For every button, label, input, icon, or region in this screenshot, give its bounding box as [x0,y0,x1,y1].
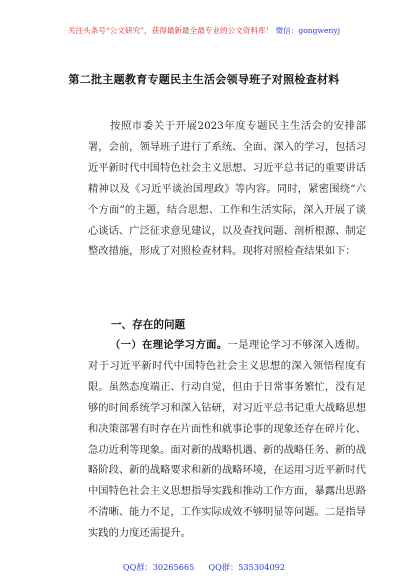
header-note-wechat: 微信：gongwenyj [275,26,341,35]
subsection-text-theory-study: 一是理论学习不够深入透彻。对于习近平新时代中国特色社会主义思想的深入领悟程度有限。虽然态度端正、行动自觉，但由于日常事务繁忙，没有足够的时间系统学习和深入钻研，对习近平总书记重大战略思想和决策部署有时存在片面性和就事论事的现象还存在碎片化、急功近利等现象。面对新的战略机遇、新的战略任务、新的战略阶段、新的战略要求和新的战略环境，在运用习近平新时代中国特色社会主义思想指导实践和推动工作方面，暴露出思路不清晰、能力不足，工作实际成效不够明显等问题。二是指导实践的力度还需提升。 [88,339,367,540]
document-title: 第二批主题教育专题民主生活会领导班子对照检查材料 [68,73,340,86]
header-note-promo: 关注头条号“公文研究”，获得最新最全最专业的公文资料库！ [67,26,274,35]
header-note [0,26,408,36]
intro-paragraph: 按照市委关于开展2023年度专题民主生活会的安排部署，会前，领导班子进行了系统、全面、深入的学习，包括习近平新时代中国特色社会主义思想、习近平总书记的重要讲话精神以及《习近平谈治国理政》等内容。同时，紧密围绕“六个方面”的主题，结合思想、工作和生活实际，深入开展了谈心谈话、广泛征求意见建议，以及查找问题、剖析根源、制定整改措施，形成了对照检查材料。现将对照检查结果如下： [88,120,367,258]
section-heading-problems: 一、存在的问题 [111,319,186,331]
subsection-lead-theory-study: （一）在理论学习方面。 [110,339,228,351]
footer-qq-group-1: QQ群：30265665 [122,562,195,572]
footer-contact [0,562,408,573]
theory-study-paragraph [88,335,366,544]
footer-qq-group-2: QQ群：535304092 [208,562,286,572]
